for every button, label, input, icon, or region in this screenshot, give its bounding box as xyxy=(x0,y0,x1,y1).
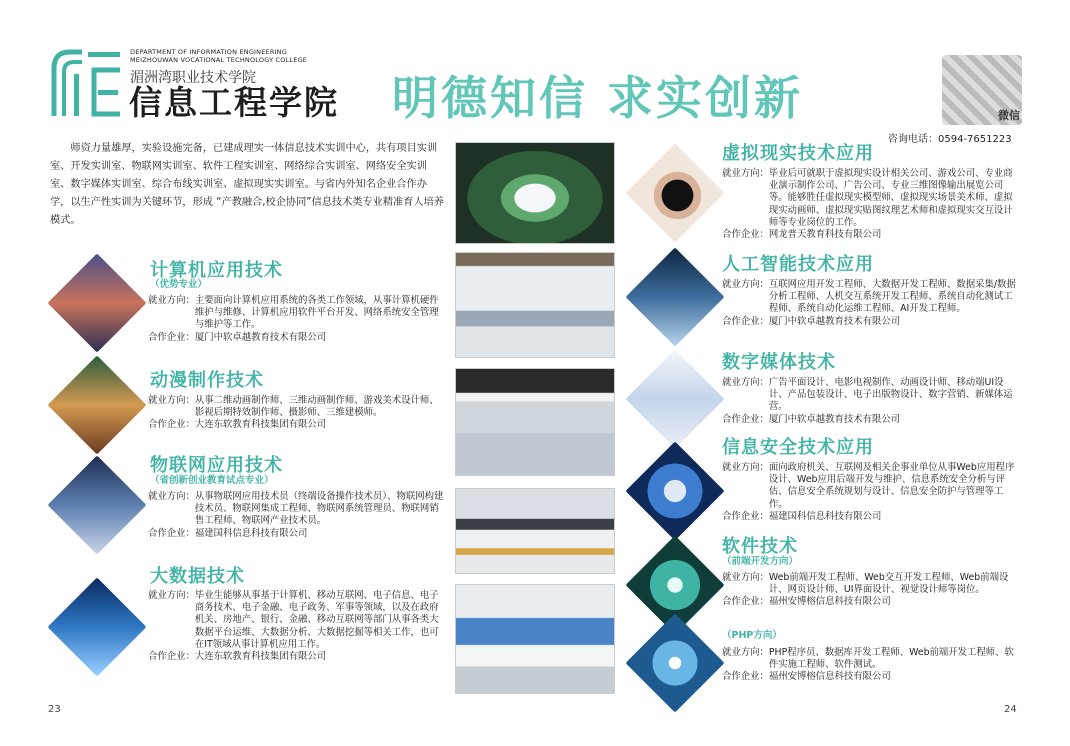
dept-english-name: DEPARTMENT OF INFORMATION ENGINEERING MEIZHOUWAN VOCATIONAL TECHNOLOGY COLLEGE xyxy=(130,48,308,64)
partner-text: 厦门中软卓越教育技术有限公司 xyxy=(194,331,327,343)
section-title: 大数据技术 xyxy=(150,566,245,587)
section-body xyxy=(148,395,442,432)
section-body xyxy=(148,491,448,540)
classroom-photo xyxy=(455,368,615,476)
partner-label: 合作企业： xyxy=(722,596,769,608)
job-label: 就业方向： xyxy=(722,462,769,473)
section-body xyxy=(722,572,1022,609)
section-subtitle: （PHP方向） xyxy=(722,630,782,641)
partner-text: 网龙普天教育科技有限公司 xyxy=(768,229,882,241)
vr-lab-photo xyxy=(455,142,615,244)
computer-lab-photo xyxy=(455,252,615,358)
page-number-left: 23 xyxy=(48,704,61,715)
section-subtitle: （省创新创业教育试点专业） xyxy=(150,475,274,486)
job-text: Web前端开发工程师、Web交互开发工程师、Web前端设计、网页设计师、UI界面设计、视觉设计师等岗位。 xyxy=(768,572,1009,596)
job-text: 从事物联网应用技术员（终端设备操作技术员）、物联网构建技术员、物联网集成工程师、物联网系统管理员、物联网销售工程师、物联网产业技术员。 xyxy=(194,491,444,527)
contact-phone: 咨询电话：0594-7651223 xyxy=(888,134,1012,145)
job-label: 就业方向： xyxy=(148,590,195,601)
job-text: 互联网应用开发工程师、大数据开发工程师、数据采集/数据分析工程师、人机交互系统开发工程师、系统自动化测试工程师、系统自动化运维工程师、AI开发工程师。 xyxy=(768,279,1016,315)
section-body xyxy=(148,590,448,663)
partner-label: 合作企业： xyxy=(148,419,195,431)
php-diamond-image xyxy=(626,614,725,713)
slogan: 明德知信 求实创新 xyxy=(392,71,804,125)
partner-text: 厦门中软卓越教育技术有限公司 xyxy=(768,315,901,327)
job-label: 就业方向： xyxy=(148,295,195,306)
partner-label: 合作企业： xyxy=(722,671,769,683)
job-label: 就业方向： xyxy=(722,647,769,658)
section-body xyxy=(722,647,1022,684)
partner-label: 合作企业： xyxy=(722,413,769,425)
iot-diamond-image xyxy=(48,456,147,555)
section-title: 物联网应用技术 xyxy=(150,455,283,476)
bigdata-diamond-image xyxy=(48,578,147,677)
partner-label: 合作企业： xyxy=(148,651,195,663)
partner-label: 合作企业： xyxy=(722,229,769,241)
partner-text: 大连东软教育科技集团有限公司 xyxy=(194,651,327,663)
partner-text: 福建国科信息科技有限公司 xyxy=(194,527,308,539)
job-text: 毕业后可就职于虚拟现实设计相关公司、游戏公司、专业商业演示制作公司、广告公司、专业三维图像输出展览公司等。能够胜任虚拟现实模型师、虚拟现实场景美术师、虚拟现实动画师、虚拟现实贴图纹理艺术师和虚拟现实交互设计师等专业岗位的工作。 xyxy=(768,168,1013,228)
section-subtitle: （优势专业） xyxy=(150,279,208,290)
job-label: 就业方向： xyxy=(148,491,195,502)
section-title: 信息安全技术应用 xyxy=(722,437,874,458)
partner-text: 福州安博榕信息科技有限公司 xyxy=(768,596,891,608)
job-text: 主要面向计算机应用系统的各类工作领域，从事计算机硬件维护与维修、计算机应用软件平台开发、网络系统安全管理与维护等工作。 xyxy=(194,295,439,331)
intro-paragraph: 师资力量雄厚，实验设施完备，已建成理实一体信息技术实训中心，共有项目实训室、开发实训室、物联网实训室、软件工程实训室、网络综合实训室、网络安全实训室、数字媒体实训室、综合布线实训室、虚拟现实实训室。与省内外知名企业合作办学，以生产性实训为关键环节，形成 “产教融合,校企协同”信息技术类专业精准育人培养模式。 xyxy=(50,143,444,226)
section-title: 计算机应用技术 xyxy=(150,260,283,281)
partner-text: 福州安博榕信息科技有限公司 xyxy=(768,671,891,683)
section-body xyxy=(722,279,1022,328)
section-body xyxy=(722,168,1022,241)
job-label: 就业方向： xyxy=(148,395,195,406)
partner-label: 合作企业： xyxy=(148,331,195,343)
partner-text: 福建国科信息科技有限公司 xyxy=(768,510,882,522)
computer-tech-diamond-image xyxy=(48,254,147,353)
partner-text: 大连东软教育科技集团有限公司 xyxy=(194,419,327,431)
section-title: 人工智能技术应用 xyxy=(722,254,874,275)
qr-code: 微信 xyxy=(942,55,1022,125)
job-label: 就业方向： xyxy=(722,377,769,388)
partner-label: 合作企业： xyxy=(148,527,195,539)
job-text: 广告平面设计、电影电视制作、动画设计师、移动端UI设计、产品包装设计、电子出版物设计、数字营销、新媒体运营。 xyxy=(768,377,1013,413)
job-text: PHP程序员、数据库开发工程师、Web前端开发工程师、软件实施工程师、软件测试。 xyxy=(768,647,1014,671)
section-title: 软件技术 xyxy=(722,536,798,557)
job-text: 毕业生能够从事基于计算机、移动互联网、电子信息、电子商务技术、电子金融、电子政务、军事等领域，以及在政府机关、房地产、银行、金融、移动互联网等部门从事各类大数据平台运维、大数据分析、大数据挖掘等相关工作，也可在IT领域从事计算机应用工作。 xyxy=(194,590,439,650)
job-label: 就业方向： xyxy=(722,168,769,179)
section-subtitle: （前端开发方向） xyxy=(722,556,799,567)
page-number-right: 24 xyxy=(1004,704,1017,715)
section-title: 虚拟现实技术应用 xyxy=(722,143,874,164)
college-name: 信息工程学院 xyxy=(129,83,339,122)
section-title: 动漫制作技术 xyxy=(150,370,264,391)
animation-diamond-image xyxy=(48,356,147,455)
job-label: 就业方向： xyxy=(722,572,769,583)
digital-media-diamond-image xyxy=(626,350,725,449)
security-diamond-image xyxy=(626,442,725,541)
job-label: 就业方向： xyxy=(722,279,769,290)
section-body xyxy=(722,377,1022,426)
vr-diamond-image xyxy=(626,144,725,243)
section-title: 数字媒体技术 xyxy=(722,352,836,373)
school-name: 湄洲湾职业技术学院 xyxy=(130,70,256,86)
partner-label: 合作企业： xyxy=(722,315,769,327)
section-body xyxy=(722,462,1022,523)
job-text: 从事二维动画制作师、三维动画制作师、游戏美术设计师、影视后期特效制作师、摄影师、三维建模师。 xyxy=(194,395,439,419)
section-body xyxy=(148,295,442,344)
job-text: 面向政府机关、互联网及相关企事业单位从事Web应用程序设计、Web应用后端开发与维护、信息系统安全分析与评估、信息安全系统规划与设计、信息安全防护与管理等工作。 xyxy=(768,462,1015,510)
iot-lab-photo xyxy=(455,488,615,574)
partner-text: 厦门中软卓越教育技术有限公司 xyxy=(768,413,901,425)
partner-label: 合作企业： xyxy=(722,510,769,522)
bigdata-lab-photo xyxy=(455,584,615,694)
college-logo-icon xyxy=(50,48,122,118)
ai-diamond-image xyxy=(626,248,725,347)
